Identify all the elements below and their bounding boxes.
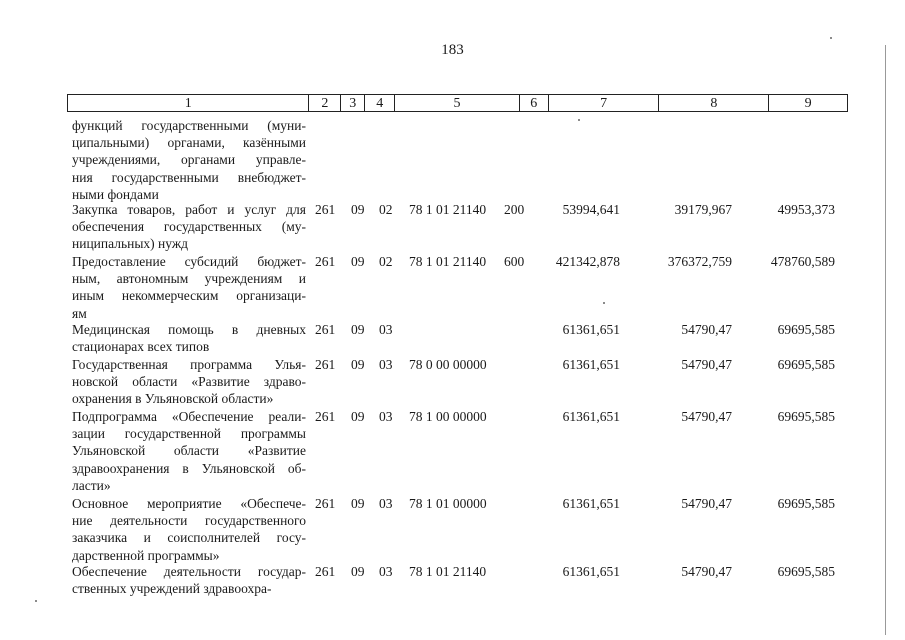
budget-code-cell: 261 <box>315 322 336 337</box>
amount-year3-cell: 49953,373 <box>777 202 835 217</box>
description-line: ципальными) органами, казёнными <box>72 135 306 151</box>
subsection-cell: 03 <box>379 357 393 372</box>
row-description <box>72 408 306 494</box>
column-header-6: 6 <box>520 95 549 111</box>
description-line: охранения в Ульяновской области» <box>72 391 274 407</box>
description-line: ние деятельности государственного <box>72 513 306 529</box>
target-article-cell: 78 1 01 00000 <box>409 496 487 511</box>
table-header <box>67 94 848 112</box>
description-line: Подпрограмма «Обеспечение реали- <box>72 409 306 424</box>
amount-year2-cell: 54790,47 <box>681 409 732 424</box>
amount-year2-cell: 54790,47 <box>681 564 732 579</box>
description-line: ными фондами <box>72 186 159 202</box>
description-line: Обеспечение деятельности государ- <box>72 564 306 579</box>
description-line: ным, автономным учреждениям и <box>72 271 306 287</box>
row-description <box>72 253 306 322</box>
section-cell: 09 <box>351 496 365 511</box>
description-line: здравоохранения в Ульяновской об- <box>72 460 306 476</box>
description-line: обеспечения государственных (му- <box>72 219 306 235</box>
target-article-cell: 78 1 00 00000 <box>409 409 487 424</box>
budget-code-cell: 261 <box>315 564 336 579</box>
row-description <box>72 563 306 597</box>
amount-year2-cell: 54790,47 <box>681 357 732 372</box>
description-line: Закупка товаров, работ и услуг для <box>72 202 306 217</box>
row-description <box>72 201 306 253</box>
budget-code-cell: 261 <box>315 202 336 217</box>
amount-year3-cell: 69695,585 <box>777 409 835 424</box>
column-header-2: 2 <box>309 95 341 111</box>
description-line: заказчика и соисполнителей госу- <box>72 530 306 546</box>
subsection-cell: 02 <box>379 202 393 217</box>
description-line: Государственная программа Улья- <box>72 357 306 372</box>
subsection-cell: 03 <box>379 409 393 424</box>
amount-year2-cell: 54790,47 <box>681 496 732 511</box>
amount-year1-cell: 53994,641 <box>562 202 620 217</box>
description-line: функций государственными (муни- <box>72 118 306 133</box>
scan-speck <box>578 119 580 121</box>
amount-year1-cell: 61361,651 <box>562 357 620 372</box>
target-article-cell: 78 0 00 00000 <box>409 357 487 372</box>
description-line: ям <box>72 305 87 321</box>
description-line: дарственной программы» <box>72 547 220 563</box>
subsection-cell: 02 <box>379 254 393 269</box>
amount-year2-cell: 39179,967 <box>674 202 732 217</box>
description-line: Основное мероприятие «Обеспече- <box>72 496 306 511</box>
subsection-cell: 03 <box>379 322 393 337</box>
page-edge-line <box>885 45 886 635</box>
column-header-5: 5 <box>395 95 520 111</box>
amount-year1-cell: 61361,651 <box>562 322 620 337</box>
amount-year1-cell: 61361,651 <box>562 564 620 579</box>
target-article-cell: 78 1 01 21140 <box>409 202 487 217</box>
row-description <box>72 321 306 355</box>
amount-year1-cell: 61361,651 <box>562 409 620 424</box>
amount-year2-cell: 376372,759 <box>667 254 732 269</box>
budget-code-cell: 261 <box>315 357 336 372</box>
budget-code-cell: 261 <box>315 409 336 424</box>
amount-year1-cell: 61361,651 <box>562 496 620 511</box>
subsection-cell: 03 <box>379 496 393 511</box>
description-line: новской области «Развитие здраво- <box>72 374 306 390</box>
amount-year3-cell: 69695,585 <box>777 322 835 337</box>
row-description <box>72 356 306 408</box>
scan-speck <box>603 302 605 304</box>
description-line: ственных учреждений здравоохра- <box>72 581 272 597</box>
target-article-cell: 78 1 01 21140 <box>409 254 487 269</box>
section-cell: 09 <box>351 322 365 337</box>
expense-type-cell: 600 <box>504 254 525 269</box>
section-cell: 09 <box>351 202 365 217</box>
scan-speck <box>35 600 37 602</box>
description-line: ниципальных) нужд <box>72 236 189 252</box>
column-header-7: 7 <box>549 95 660 111</box>
section-cell: 09 <box>351 409 365 424</box>
budget-code-cell: 261 <box>315 254 336 269</box>
description-line: Предоставление субсидий бюджет- <box>72 254 306 269</box>
description-line: Ульяновской области «Развитие <box>72 443 306 459</box>
budget-code-cell: 261 <box>315 496 336 511</box>
page-number: 183 <box>441 42 464 58</box>
column-header-4: 4 <box>365 95 395 111</box>
row-description <box>72 495 306 564</box>
column-header-8: 8 <box>659 95 769 111</box>
target-article-cell: 78 1 01 21140 <box>409 564 487 579</box>
column-header-9: 9 <box>804 96 812 111</box>
subsection-cell: 03 <box>379 564 393 579</box>
row-description <box>72 117 306 203</box>
amount-year3-cell: 69695,585 <box>777 496 835 511</box>
amount-year3-cell: 69695,585 <box>777 564 835 579</box>
expense-type-cell: 200 <box>504 202 525 217</box>
amount-year2-cell: 54790,47 <box>681 322 732 337</box>
description-line: зации государственной программы <box>72 426 306 442</box>
description-line: учреждениями, органами управле- <box>72 152 306 168</box>
amount-year3-cell: 478760,589 <box>770 254 835 269</box>
amount-year3-cell: 69695,585 <box>777 357 835 372</box>
amount-year1-cell: 421342,878 <box>555 254 620 269</box>
description-line: ласти» <box>72 477 111 493</box>
description-line: ния государственными внебюджет- <box>72 169 306 185</box>
description-line: Медицинская помощь в дневных <box>72 322 306 337</box>
column-header-3: 3 <box>341 95 365 111</box>
column-header-1: 1 <box>68 95 309 111</box>
section-cell: 09 <box>351 254 365 269</box>
section-cell: 09 <box>351 357 365 372</box>
section-cell: 09 <box>351 564 365 579</box>
scan-speck <box>830 37 832 39</box>
description-line: иным некоммерческим организаци- <box>72 288 306 304</box>
description-line: стационарах всех типов <box>72 339 210 355</box>
